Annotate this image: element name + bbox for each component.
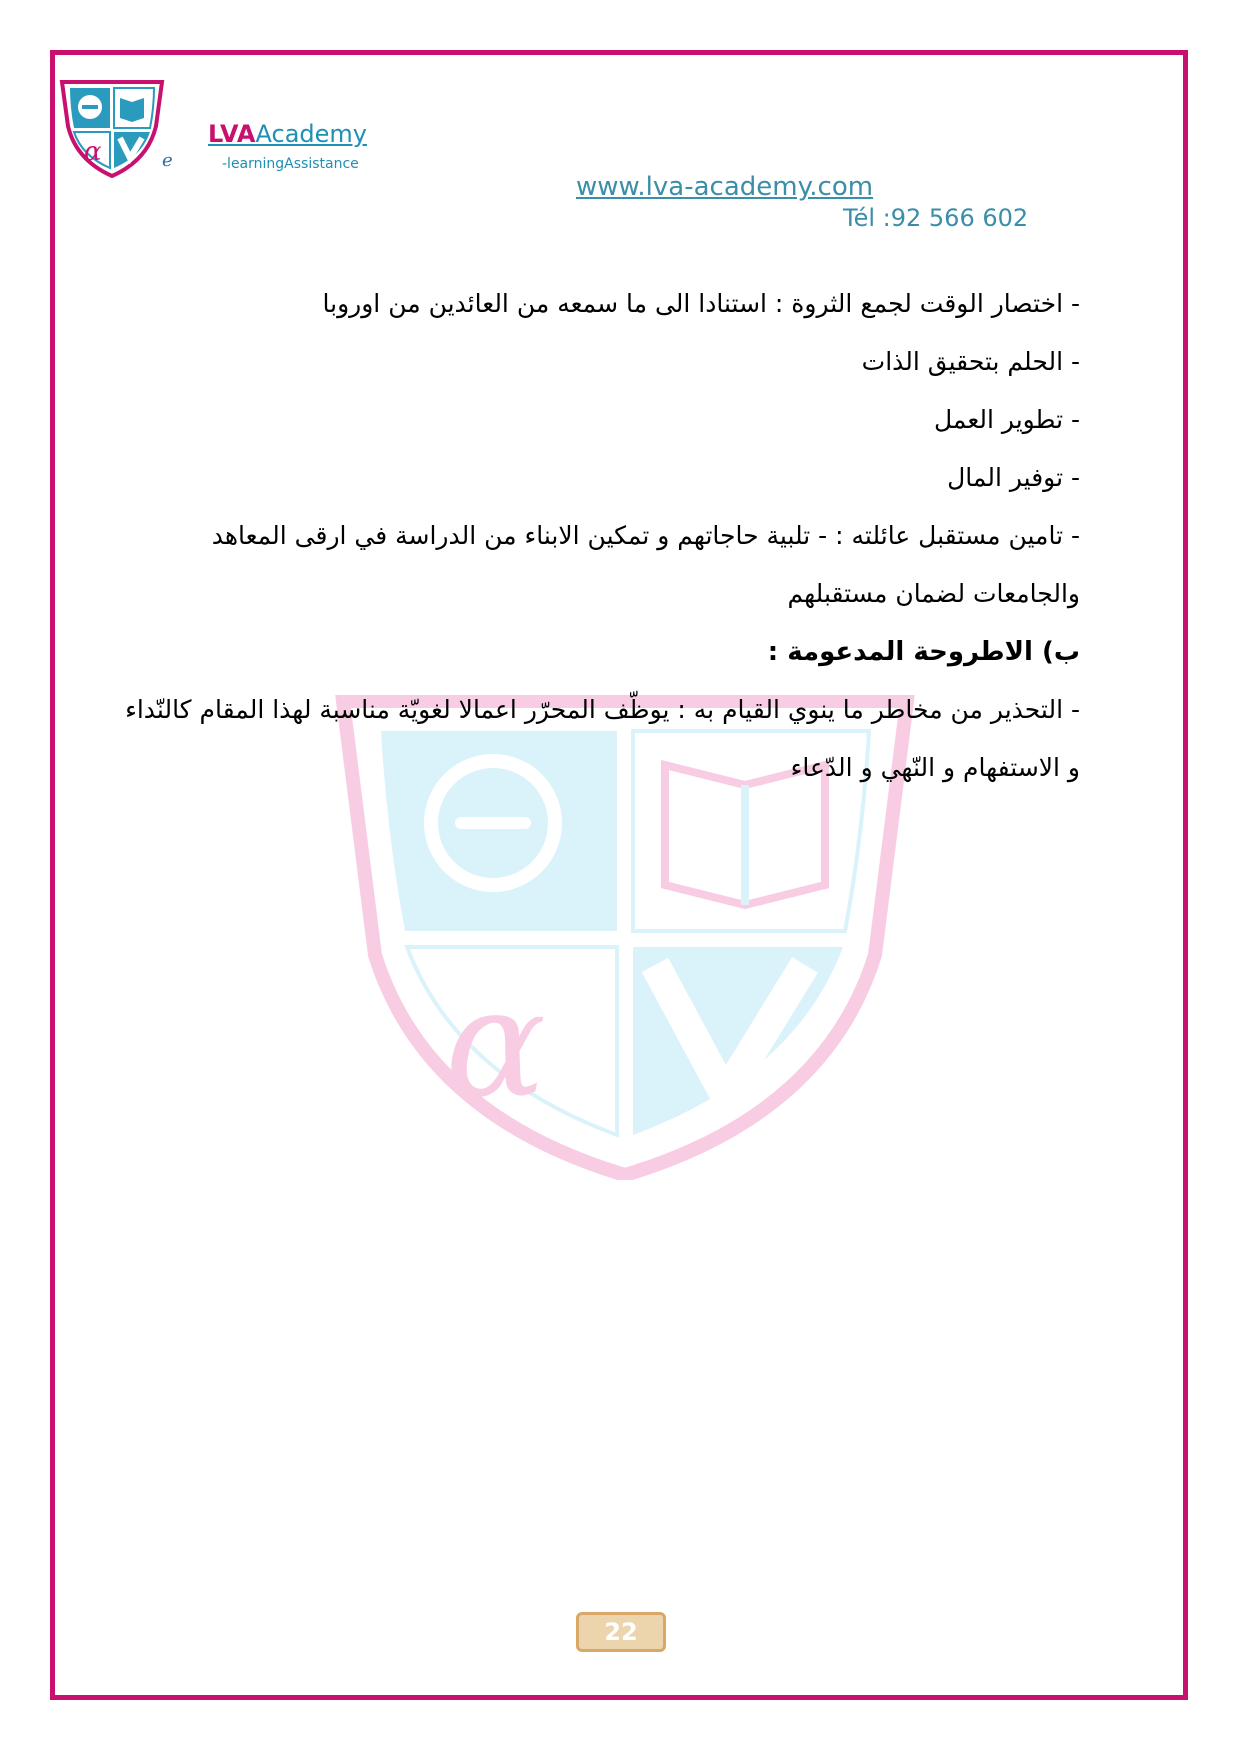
document-body — [100, 275, 1080, 797]
text-line: - التحذير من مخاطر ما ينوي القيام به : يوظّف المحرّر اعمالا لغويّة مناسبة لهذا المقام كالنّداء — [125, 695, 1080, 724]
svg-text:α: α — [84, 137, 102, 167]
section-heading: ب) الاطروحة المدعومة : — [767, 637, 1080, 667]
brand-tagline: -learningAssistance — [222, 156, 359, 172]
text-line: - تطوير العمل — [933, 405, 1080, 434]
svg-text:α: α — [445, 957, 547, 1131]
brand-name — [208, 120, 367, 148]
text-line: - تامين مستقبل عائلته : - تلبية حاجاتهم و تمكين الابناء من الدراسة في ارقى المعاهد — [211, 521, 1080, 550]
brand-suffix: Academy — [255, 120, 367, 148]
text-line: والجامعات لضمان مستقبلهم — [787, 579, 1080, 608]
phone-number: Tél :92 566 602 — [843, 204, 1029, 232]
page-number-badge: 22 — [576, 1612, 666, 1652]
text-line: - اختصار الوقت لجمع الثروة : استنادا الى ما سمعه من العائدين من اوروبا — [322, 289, 1080, 318]
academy-shield-logo-icon — [58, 78, 166, 178]
text-line: و الاستفهام و النّهي و الدّعاء — [790, 753, 1080, 782]
logo-letter: e — [162, 150, 173, 171]
text-line: - توفير المال — [947, 463, 1080, 492]
text-line: - الحلم بتحقيق الذات — [861, 347, 1080, 376]
brand-prefix: LVA — [208, 120, 256, 148]
website-link[interactable]: www.lva-academy.com — [576, 172, 874, 202]
